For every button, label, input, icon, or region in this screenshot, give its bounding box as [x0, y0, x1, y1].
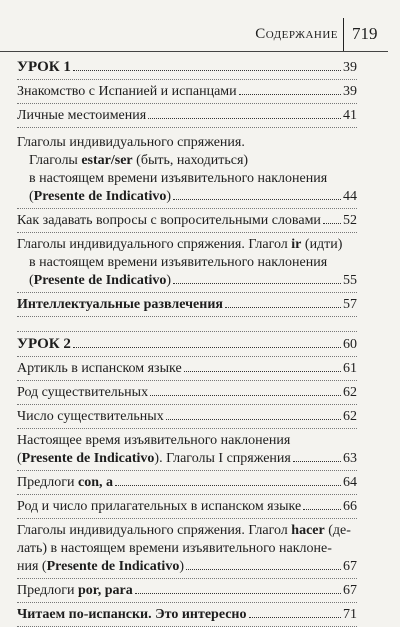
dot-leader [150, 395, 341, 396]
text-run: ( [29, 273, 34, 288]
lesson-title: УРОК 1 [17, 59, 71, 75]
spanish-term: estar/ser [81, 153, 133, 168]
entry-title: Знакомство с Испанией и испанцами [17, 84, 237, 99]
entry-title: Род и число прилагательных в испанском языке [17, 499, 302, 514]
dot-leader [173, 283, 341, 284]
entry-line: Настоящее время изъявительного наклонения [17, 433, 291, 448]
page-ref: 61 [343, 361, 357, 376]
entry-line: в настоящем времени изъявительного наклонения [29, 171, 328, 186]
page-ref: 39 [343, 60, 357, 75]
page-ref: 64 [343, 475, 357, 490]
dot-leader [293, 461, 341, 462]
entry-line: в настоящем времени изъявительного наклонения [29, 255, 328, 270]
toc-entry [17, 293, 357, 317]
spanish-term: Presente de Indicativo [33, 273, 167, 288]
table-of-contents [17, 52, 357, 627]
running-title: Содержание [255, 26, 338, 42]
header-divider [343, 18, 344, 52]
page-ref: 57 [343, 297, 357, 312]
dot-leader [73, 347, 341, 348]
toc-lesson-1 [17, 52, 357, 80]
dot-leader [184, 371, 341, 372]
toc-entry [17, 104, 357, 128]
page-ref: 63 [343, 451, 357, 466]
toc-entry [17, 495, 357, 519]
text-run: Глаголы индивидуального спряжения. Глагол [17, 237, 292, 252]
spanish-term: por, para [77, 583, 133, 598]
spanish-term: con, a [77, 475, 113, 490]
toc-entry [17, 381, 357, 405]
page-ref: 55 [343, 273, 357, 288]
dot-leader [115, 485, 341, 486]
dot-leader [166, 419, 341, 420]
toc-entry [17, 579, 357, 603]
page-ref: 67 [343, 583, 357, 598]
toc-lesson-2 [17, 331, 357, 357]
page-number: 719 [352, 24, 378, 43]
text-run: ния ( [17, 559, 47, 574]
page-ref: 62 [343, 409, 357, 424]
page-ref: 52 [343, 213, 357, 228]
toc-entry [17, 209, 357, 233]
toc-entry [17, 405, 357, 429]
page-ref: 44 [343, 189, 357, 204]
text-run: ( [17, 451, 22, 466]
dot-leader [173, 199, 341, 200]
spanish-term: Presente de Indicativo [33, 189, 167, 204]
entry-line: Глаголы индивидуального спряжения. [17, 135, 245, 150]
toc-entry-present [17, 429, 357, 471]
page-ref: 60 [343, 337, 357, 352]
dot-leader [225, 307, 341, 308]
entry-line [17, 152, 357, 170]
entry-title: Число существительных [17, 409, 164, 424]
dot-leader [135, 593, 341, 594]
spanish-term: Presente de Indicativo [46, 559, 180, 574]
toc-entry [17, 357, 357, 381]
toc-entry-estar-ser [17, 128, 357, 209]
dot-leader [249, 617, 342, 618]
toc-entry [17, 471, 357, 495]
page-header [0, 0, 400, 52]
spanish-term: Presente de Indicativo [21, 451, 155, 466]
entry-title: Род существительных [17, 385, 149, 400]
dot-leader [303, 509, 341, 510]
text-run: (идти) [301, 237, 343, 252]
entry-line [17, 522, 357, 540]
toc-entry-hacer [17, 519, 357, 579]
text-run: ( [29, 189, 34, 204]
dot-leader [239, 94, 341, 95]
entry-title: Как задавать вопросы с вопросительными словами [17, 213, 321, 228]
text-run: ) [166, 189, 172, 204]
text-run: Глаголы индивидуального спряжения. Глагол [17, 523, 292, 538]
lesson-title: УРОК 2 [17, 336, 71, 352]
entry-title: Личные местоимения [17, 108, 147, 123]
entry-title: Интеллектуальные развлечения [17, 297, 223, 312]
text-run: Предлоги [17, 583, 78, 598]
page-ref: 62 [343, 385, 357, 400]
section-gap [17, 317, 357, 331]
text-run: (де- [324, 523, 351, 538]
text-run: (быть, находиться) [132, 153, 249, 168]
toc-entry-ir [17, 233, 357, 293]
dot-leader [186, 569, 341, 570]
page-ref: 66 [343, 499, 357, 514]
text-run: Глаголы [29, 153, 82, 168]
toc-entry [17, 80, 357, 104]
dot-leader [73, 70, 341, 71]
spanish-term: ir [291, 237, 302, 252]
text-run: ). Глаголы I спряжения [154, 451, 291, 466]
text-run: ) [179, 559, 184, 574]
page-ref: 39 [343, 84, 357, 99]
text-run: ) [166, 273, 172, 288]
toc-entry [17, 603, 357, 627]
page-ref: 71 [343, 607, 357, 622]
entry-line: лать) в настоящем времени изъявительного наклоне- [17, 541, 332, 556]
page-ref: 41 [343, 108, 357, 123]
dot-leader [148, 118, 341, 119]
dot-leader [323, 223, 341, 224]
text-run: Предлоги [17, 475, 78, 490]
spanish-term: hacer [291, 523, 325, 538]
entry-title: Читаем по-испански. Это интересно [17, 607, 247, 622]
entry-title: Артикль в испанском языке [17, 361, 182, 376]
entry-line [17, 236, 357, 254]
page-ref: 67 [343, 559, 357, 574]
